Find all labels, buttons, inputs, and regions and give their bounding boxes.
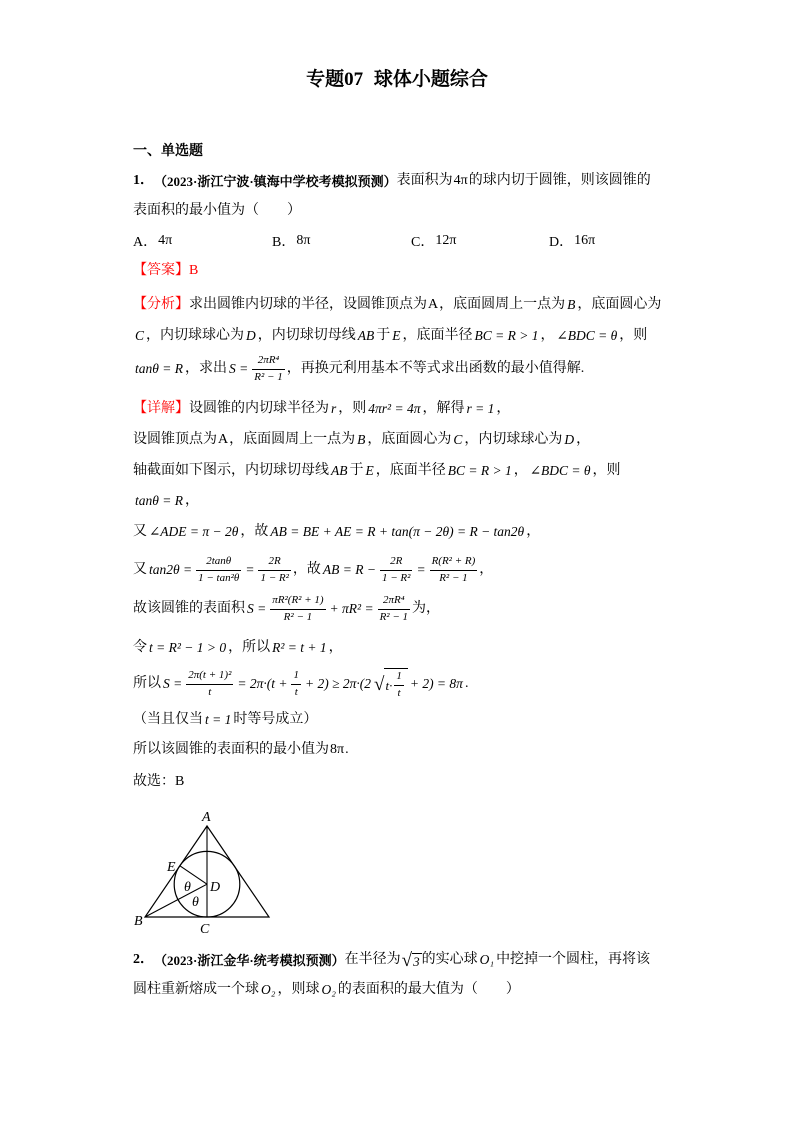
page-title: 专题07 球体小题综合 (306, 69, 488, 90)
analysis-tag: 【分析】 (133, 297, 189, 312)
q2-stem-line-1 (133, 949, 650, 971)
detail-line-8 (133, 637, 343, 659)
text-segment: ，再换元利用基本不等式求出函数的最小值得解. (286, 361, 585, 376)
math-expression: BC = R > 1 (447, 463, 512, 479)
math-expression: ∠ADE = π − 2θ (149, 524, 239, 540)
math-expression: 4πr² = 4π (368, 401, 421, 417)
fraction-numerator: πR²(R² + 1) (272, 594, 324, 607)
math-expression: AB = BE + AE = R + tan(π − 2θ) = R − tan2θ (270, 524, 525, 540)
text-segment: . (345, 742, 349, 757)
math-expression: O₂ (321, 982, 336, 998)
math-expression: + 2) ≥ 2π·(2 (304, 676, 372, 692)
math-expression: t = R² − 1 > 0 (149, 640, 227, 656)
text-segment: 令 (133, 640, 147, 655)
fraction (196, 555, 241, 584)
text-segment: ，则 (338, 401, 367, 416)
fraction-denominator: R² − 1 (379, 610, 409, 623)
text-segment: ，内切球球心为 (464, 432, 563, 447)
fraction-numerator: 2πR⁴ (383, 594, 405, 607)
math-expression: AB = R − (322, 562, 376, 578)
math-expression: D (246, 328, 256, 344)
text-segment: 又 (133, 562, 147, 577)
label-c: C (200, 922, 210, 937)
text-segment: ，则 (592, 463, 621, 478)
math-expression: = 2π·(t + (237, 676, 288, 692)
fraction-denominator: t (291, 684, 301, 699)
fraction-numerator: 1 (293, 669, 299, 682)
fraction (258, 555, 290, 584)
analysis-line-2 (133, 325, 647, 347)
text-segment: ， (576, 432, 591, 447)
math-expression: S = (229, 361, 249, 377)
option-label: A． (133, 235, 158, 250)
math-expression: O₂ (261, 982, 276, 998)
text-segment: ，底面圆心为 (577, 297, 662, 312)
detail-line-5 (133, 521, 540, 543)
answer-tag: 【答案】 (133, 263, 189, 278)
radicand: 3 (413, 953, 420, 969)
option-c[interactable] (411, 230, 457, 252)
cone-cross-section-figure (130, 805, 280, 937)
text-segment: 故该圆锥的表面积 (133, 601, 245, 616)
text-segment: 设圆锥顶点为 (133, 432, 217, 447)
text-segment: . (464, 676, 469, 691)
text-segment: ，则球 (277, 982, 320, 997)
detail-line-10 (133, 709, 317, 731)
option-value: 4π (158, 233, 173, 248)
fraction-numerator: 2tanθ (206, 555, 232, 568)
math-expression: A (218, 432, 229, 447)
math-expression: tan2θ = (149, 562, 193, 578)
q1-answer (133, 260, 198, 282)
math-expression: tanθ = R (135, 361, 183, 377)
math-expression: S = (163, 676, 183, 692)
label-a: A (202, 810, 211, 825)
text-segment: 为， (412, 601, 441, 616)
text-segment: ，底面圆周上一点为 (439, 297, 566, 312)
fraction (291, 669, 301, 698)
analysis-line-1 (133, 294, 661, 316)
text-segment: 在半径为 (344, 952, 401, 967)
detail-line-6 (133, 552, 493, 588)
detail-line-1 (133, 398, 510, 420)
text-segment: 中挖掉一个圆柱，再将该 (496, 952, 651, 967)
math-expression: S = (247, 601, 267, 617)
label-b: B (134, 914, 143, 929)
math-expression: R² = t + 1 (272, 640, 327, 656)
text-segment: 表面积为 (396, 173, 453, 188)
fraction-numerator: 2πR⁴ (257, 354, 280, 367)
option-value: 8π (296, 233, 311, 248)
math-expression: 8π (330, 742, 345, 757)
option-label: B． (272, 235, 296, 250)
math-expression: E (365, 463, 374, 479)
fraction-numerator: R(R² + R) (431, 555, 476, 568)
detail-line-3 (133, 460, 621, 482)
option-value: 12π (435, 233, 457, 248)
detail-line-9 (133, 666, 468, 702)
text-segment: 的实心球 (421, 952, 478, 967)
section-heading: 一、单选题 (133, 144, 203, 159)
fraction (270, 594, 325, 623)
text-segment: 时等号成立） (233, 712, 318, 727)
math-expression: r = 1 (466, 401, 495, 417)
radicand (384, 668, 407, 699)
radical-sign: √ (401, 949, 413, 971)
fraction-numerator: 1 (396, 670, 402, 683)
text-segment: 所以 (133, 676, 161, 691)
option-value: 16π (574, 233, 596, 248)
math-expression: A (428, 297, 439, 312)
text-segment: ，底面半径 (402, 328, 473, 343)
fraction (252, 354, 284, 383)
text-segment: ，故 (240, 524, 269, 539)
detail-line-12: 故选：B (133, 774, 185, 789)
math-expression: t· (385, 677, 393, 693)
text-segment: 设圆锥的内切球半径为 (189, 401, 329, 416)
text-segment: ， (513, 463, 528, 478)
math-expression: = (245, 562, 255, 578)
option-label: D． (549, 235, 574, 250)
math-expression: AB (357, 328, 375, 344)
text-segment: 圆柱重新熔成一个球 (133, 982, 259, 997)
math-expression: O₁ (479, 952, 495, 968)
q1-number: 1． (133, 173, 154, 188)
q1-stem-line-1 (133, 170, 651, 192)
fraction-denominator: t (186, 684, 233, 699)
q1-options (133, 230, 693, 252)
fraction-denominator: R² − 1 (270, 609, 325, 624)
fraction-numerator: 2R (268, 555, 281, 568)
fraction (430, 555, 478, 584)
option-b[interactable] (272, 230, 311, 252)
option-label: C． (411, 235, 435, 250)
text-segment: ，内切球球心为 (146, 328, 245, 343)
label-d: D (210, 880, 221, 895)
label-angle-1: θ (184, 880, 191, 895)
fraction-denominator: 1 − R² (260, 571, 289, 584)
text-segment: ，底面圆心为 (367, 432, 452, 447)
text-segment: 的表面积的最大值为（ ） (337, 982, 520, 997)
text-segment: ，底面半径 (375, 463, 446, 478)
text-segment: 的球内切于圆锥，则该圆锥的 (468, 173, 651, 188)
math-expression: C (453, 432, 463, 448)
fraction (186, 669, 233, 698)
fraction (394, 670, 404, 699)
text-segment: ， (328, 640, 343, 655)
q1-source: （2023·浙江宁波·镇海中学校考模拟预测） (154, 173, 397, 189)
label-angle-2: θ (192, 895, 199, 910)
fraction (380, 555, 412, 584)
fraction-denominator: 1 − R² (381, 571, 411, 584)
radical-sign: √ (374, 673, 385, 695)
detail-line-7 (133, 591, 440, 627)
fraction-denominator: t (394, 685, 404, 700)
math-expression: t = 1 (205, 712, 232, 728)
q2-number: 2． (133, 952, 154, 967)
text-segment: 求出圆锥内切球的半径，设圆锥顶点为 (189, 297, 427, 312)
text-segment: ， (185, 493, 199, 508)
text-segment: 又 (133, 524, 147, 539)
text-segment: ， (540, 328, 555, 343)
text-segment: 轴截面如下图示，内切球切母线 (133, 463, 329, 478)
math-expression: r (331, 401, 337, 417)
fraction-denominator: 1 − tan²θ (198, 571, 240, 584)
math-expression: tanθ = R (135, 493, 183, 509)
text-segment: ，求出 (185, 361, 227, 376)
q1-stem-line-2: 表面积的最小值为（ ） (133, 203, 301, 218)
text-segment: ，则 (619, 328, 648, 343)
fraction-numerator: 2R (390, 555, 403, 568)
math-expression: B (357, 432, 366, 448)
q2-source: （2023·浙江金华·统考模拟预测） (154, 952, 345, 968)
math-expression: E (392, 328, 401, 344)
text-segment: ，解得 (422, 401, 465, 416)
answer-value: B (189, 263, 199, 278)
option-a[interactable] (133, 230, 173, 252)
text-segment: ， (526, 524, 541, 539)
text-segment: 所以该圆锥的表面积的最小值为 (133, 742, 329, 757)
option-d[interactable] (549, 230, 596, 252)
text-segment: ， (479, 562, 494, 577)
text-segment: ，底面圆周上一点为 (229, 432, 356, 447)
text-segment: ，所以 (228, 640, 271, 655)
math-expression: ∠BDC = θ (529, 463, 591, 479)
fraction-denominator: R² − 1 (430, 570, 478, 585)
fraction-denominator: R² − 1 (254, 370, 283, 383)
detail-tag: 【详解】 (133, 401, 189, 416)
math-expression: BC = R > 1 (474, 328, 539, 344)
label-e: E (167, 860, 176, 875)
math-expression: 4π (453, 173, 468, 188)
detail-line-4 (133, 490, 199, 512)
math-expression: D (564, 432, 575, 448)
detail-line-11 (133, 739, 349, 761)
math-expression: + πR² = (329, 601, 374, 617)
analysis-line-3 (133, 351, 584, 387)
fraction (378, 594, 410, 623)
fraction-numerator: 2π(t + 1)² (188, 669, 232, 682)
math-expression: AB (331, 463, 348, 479)
text-segment: ，内切球切母线 (257, 328, 356, 343)
text-segment: 于 (349, 463, 364, 478)
text-segment: （当且仅当 (133, 712, 203, 727)
text-segment: ， (496, 401, 511, 416)
text-segment: ，故 (292, 562, 321, 577)
math-expression: C (135, 328, 145, 344)
math-expression: = (416, 562, 426, 578)
math-expression: ∠BDC = θ (556, 328, 618, 344)
math-expression: B (567, 297, 576, 313)
detail-line-2 (133, 429, 590, 451)
math-expression: + 2) = 8π (409, 676, 463, 692)
text-segment: 于 (376, 328, 391, 343)
q2-stem-line-2 (133, 979, 520, 1001)
